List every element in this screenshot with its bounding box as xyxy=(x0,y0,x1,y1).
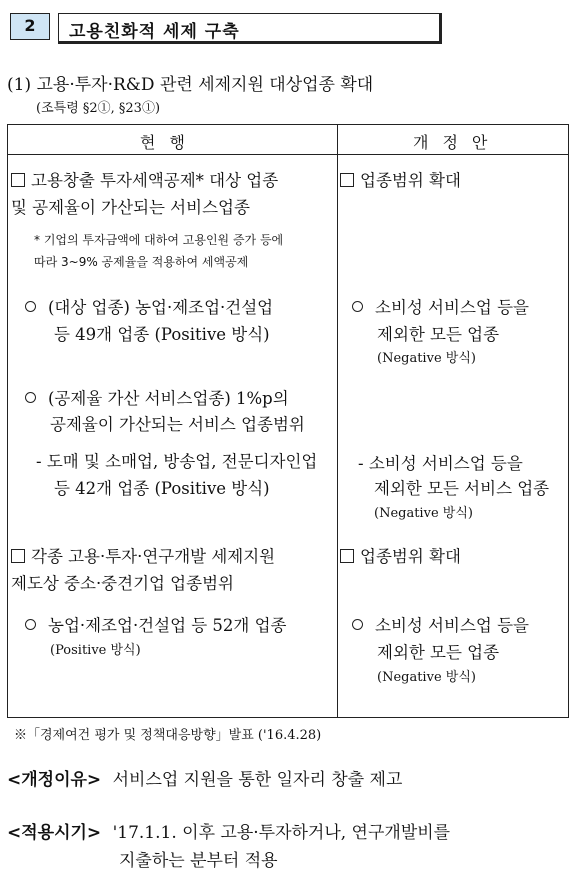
checkbox-square-icon xyxy=(11,549,25,563)
column-divider xyxy=(337,125,338,717)
row1-sub2-dash-line2: 등 42개 업종 (Positive 방식) xyxy=(54,479,270,498)
row1-sub2-revised-line3: (Negative 방식) xyxy=(374,506,473,521)
row2-sub1-revised-line2: 제외한 모든 업종 xyxy=(377,643,500,662)
row1-revised-title: 업종범위 확대 xyxy=(340,167,461,191)
row1-current-title-line1: 고용창출 투자세액공제* 대상 업종 xyxy=(11,167,278,191)
row2-sub1-current-line2: (Positive 방식) xyxy=(50,643,141,658)
row1-sub2-current-line1: (공제율 가산 서비스업종) 1%p의 xyxy=(25,385,289,409)
bullet-circle-icon xyxy=(352,301,363,312)
row2-current-title-line2: 제도상 중소·중견기업 업종범위 xyxy=(11,574,234,593)
row1-sub1-current-line2: 등 49개 업종 (Positive 방식) xyxy=(54,325,270,344)
item-reference: (조특령 §2①, §23①) xyxy=(36,101,161,116)
comparison-table xyxy=(7,124,569,718)
row1-sub1-revised-line3: (Negative 방식) xyxy=(377,351,476,366)
bullet-circle-icon xyxy=(25,301,36,312)
checkbox-square-icon xyxy=(340,549,354,563)
column-header-current: 현행 xyxy=(140,133,199,152)
row1-current-note-line1: * 기업의 투자금액에 대하여 고용인원 증가 등에 xyxy=(34,233,284,247)
footnote: ※「경제여건 평가 및 정책대응방향」발표 ('16.4.28) xyxy=(14,728,322,743)
section-title-box xyxy=(58,13,442,44)
effective-date xyxy=(7,818,450,843)
bullet-circle-icon xyxy=(25,392,36,403)
column-header-revised: 개정안 xyxy=(413,133,502,152)
item-heading: (1) 고용·투자·R&D 관련 세제지원 대상업종 확대 xyxy=(7,75,374,95)
row1-sub2-revised-line1: - 소비성 서비스업 등을 xyxy=(358,454,523,473)
row1-sub2-current-line2: 공제율이 가산되는 서비스 업종범위 xyxy=(50,415,305,434)
row2-sub1-revised-line3: (Negative 방식) xyxy=(377,670,476,685)
section-number: 2 xyxy=(10,13,50,40)
row1-sub2-revised-line2: 제외한 모든 서비스 업종 xyxy=(374,479,550,498)
revision-reason xyxy=(7,765,402,790)
row1-current-note-line2: 따라 3~9% 공제율을 적용하여 세액공제 xyxy=(34,255,249,269)
row2-sub1-current-line1: 농업·제조업·건설업 등 52개 업종 xyxy=(25,612,287,636)
effective-date-text-line2: 지출하는 분부터 적용 xyxy=(119,851,278,871)
row1-sub2-dash-line1: - 도매 및 소매업, 방송업, 전문디자인업 xyxy=(36,452,318,471)
section-title: 고용친화적 세제 구축 xyxy=(69,22,240,42)
bullet-circle-icon xyxy=(352,619,363,630)
row2-current-title-line1: 각종 고용·투자·연구개발 세제지원 xyxy=(11,543,275,567)
row1-sub1-current-line1: (대상 업종) 농업·제조업·건설업 xyxy=(25,294,273,318)
row2-sub1-revised-line1: 소비성 서비스업 등을 xyxy=(352,612,529,636)
effective-date-text-line1: '17.1.1. 이후 고용·투자하거나, 연구개발비를 xyxy=(112,823,451,843)
table-header-row xyxy=(8,125,568,155)
revision-reason-label: <개정이유> xyxy=(7,770,102,790)
effective-date-label: <적용시기> xyxy=(7,823,102,843)
revision-reason-text: 서비스업 지원을 통한 일자리 창출 제고 xyxy=(112,770,403,790)
row2-revised-title: 업종범위 확대 xyxy=(340,543,461,567)
checkbox-square-icon xyxy=(340,173,354,187)
row1-sub1-revised-line1: 소비성 서비스업 등을 xyxy=(352,294,529,318)
checkbox-square-icon xyxy=(11,173,25,187)
row1-current-title-line2: 및 공제율이 가산되는 서비스업종 xyxy=(11,198,250,217)
bullet-circle-icon xyxy=(25,619,36,630)
row1-sub1-revised-line2: 제외한 모든 업종 xyxy=(377,325,500,344)
